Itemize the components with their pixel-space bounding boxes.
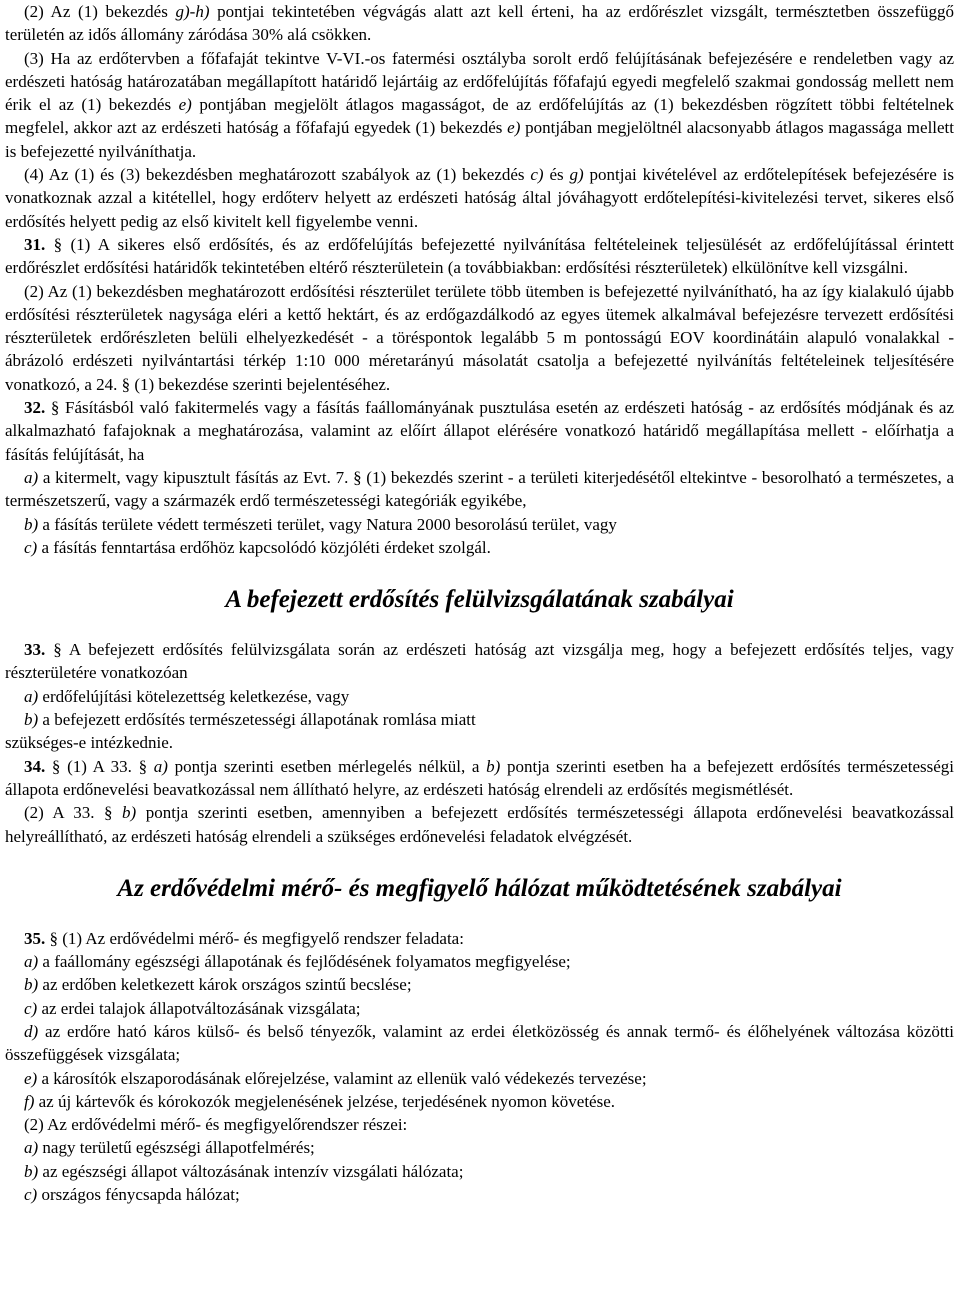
point-ref: g)	[569, 165, 584, 185]
point-ref: e)	[507, 118, 521, 138]
section-31-paragraph-2	[5, 280, 954, 396]
point-ref: c)	[530, 165, 544, 185]
point-ref: g)-h)	[175, 2, 210, 21]
point-label: a)	[24, 952, 39, 972]
text: pontjai kivételével az erdőtelepítések befejezésére is vonatkoznak azzal a kitétellel, hogy erdőterv helyett az erdészeti hatóság által jóváhagyott erdőtelepítési-kivitelezési tervet, sikeres első erdősítés helyett pedig az első kivitelt kell figyelembe venni.	[5, 165, 954, 231]
section-32-point-a	[5, 466, 954, 513]
text: az egészségi állapot változásának intenzív vizsgálati hálózata;	[38, 1161, 464, 1181]
text: pontjában megjelölt átlagos magasságot, de az erdőfelújítás az (1) bekezdésben rögzített többi feltételnek megfelel, akkor azt az erdészeti hatóság a főfafajú egyedek (1) bekezdés	[5, 95, 954, 138]
section-35-point-f	[5, 1090, 954, 1113]
section-33-end: szükséges-e intézkednie.	[5, 733, 174, 753]
point-label: e)	[24, 1068, 38, 1088]
text: § (1) A 33. §	[45, 756, 154, 776]
text: a faállomány egészségi állapotának és fejlődésének folyamatos megfigyelése;	[38, 952, 571, 972]
text: pontja szerinti esetben, amennyiben a befejezett erdősítés természetességi állapota erdőnevelési beavatkozással helyreállítható, az erdészeti hatóság elrendeli a szükséges erdőnevelési feladatok elvégzését.	[5, 803, 954, 846]
text: az új kártevők és kórokozók megjelenésének jelzése, terjedésének nyomon követése.	[34, 1091, 615, 1111]
section-35-2-point-a	[5, 1136, 954, 1159]
paragraph-3	[5, 47, 954, 163]
text: § A befejezett erdősítés felülvizsgálata során az erdészeti hatóság azt vizsgálja meg, hogy a befejezett erdősítés teljes, vagy részterületére vonatkozóan	[5, 640, 954, 683]
text: (2) Az erdővédelmi mérő- és megfigyelőrendszer részei:	[24, 1115, 408, 1135]
section-31	[5, 233, 954, 280]
point-label: a)	[24, 686, 39, 706]
point-label: b)	[24, 975, 39, 995]
text: pontja szerinti esetben mérlegelés nélkül, a	[167, 756, 487, 776]
point-label: b)	[24, 710, 39, 730]
text: pontjában megjelöltnél alacsonyabb átlagos magassága mellett is befejezetté nyilváníthatja.	[5, 118, 955, 161]
point-ref: e)	[178, 95, 192, 115]
text: és	[543, 165, 570, 185]
paragraph-2	[5, 0, 954, 47]
text: a károsítók elszaporodásának előrejelzése, valamint az ellenük való védekezés tervezése;	[37, 1068, 647, 1088]
text: § (1) Az erdővédelmi mérő- és megfigyelő rendszer feladata:	[45, 928, 464, 948]
section-35-point-d	[5, 1020, 954, 1067]
point-label: a)	[24, 467, 39, 487]
point-label: c)	[24, 1185, 38, 1205]
text: § (1) A sikeres első erdősítés, és az erdőfelújítás befejezetté nyilvánítása feltételeinek teljesülését az erdőfelújítással érintett erdőrészlet erdősítési határidők tekintetében eltérő részterületein (a továbbiakban: erdősítési részterületek) elkülönítve kell vizsgálni.	[5, 234, 954, 278]
text: (4) Az (1) és (3) bekezdésben meghatározott szabályok az (1) bekezdés	[24, 165, 531, 185]
text: az erdőre ható káros külső- és belső tényezők, valamint az erdei életközösség és annak termő- és élőhelyének változása közötti összefüggések vizsgálata;	[5, 1021, 954, 1065]
text: (2) A 33. §	[24, 803, 123, 823]
text: (2) Az (1) bekezdés	[24, 2, 176, 21]
point-ref: b)	[122, 803, 137, 823]
section-35	[5, 927, 954, 950]
text: (2) Az (1) bekezdésben meghatározott erdősítési részterület területe több ütemben is befejezetté nyilvánítható, ha az így kialakuló újabb erdősítési részterületek nagysága eléri a kettő hektárt, és az erdőgazdálkodó az egyes ütemek alkalmával befejezésre tervezett erdősítési részterületek erdőrészleten belüli elhelyezkedését - a töréspontok legalább 5 m pontosságú EOV koordinátáin alapuló vonalakkal - ábrázoló erdészeti nyilvántartási térkép 1:10 000 méretarányú másolatát csatolja a befejezetté nyilvánítás feltételeinek teljesítésére vonatkozó, a 24. § (1) bekezdése szerinti bejelentéséhez.	[5, 281, 954, 394]
section-heading: Az erdővédelmi mérő- és megfigyelő hálózat működtetésének szabályai	[117, 874, 842, 902]
text: az erdőben keletkezett károk országos szintű becslése;	[38, 975, 412, 995]
section-number: 31.	[24, 234, 46, 254]
section-32	[5, 396, 954, 466]
text: a kitermelt, vagy kipusztult fásítás az Evt. 7. § (1) bekezdés szerint - a területi kiterjedésétől eltekintve - besorolható a természetes, a természetszerű, vagy a származék erdő természetességi kategóriák egyikébe,	[5, 467, 954, 511]
section-35-point-b	[5, 973, 954, 996]
point-label: c)	[24, 537, 38, 557]
point-ref: a)	[153, 756, 168, 776]
section-number: 35.	[24, 928, 46, 948]
section-32-point-c	[5, 536, 954, 559]
section-34	[5, 755, 954, 802]
point-label: b)	[24, 1161, 39, 1181]
point-label: d)	[24, 1021, 39, 1041]
section-33-point-a	[5, 685, 954, 708]
section-number: 32.	[24, 398, 46, 418]
text: pontja szerinti esetben ha a befejezett erdősítés természetességi állapota erdőnevelési beavatkozással nem állítható helyre, az erdészeti hatóság elrendeli az erdősítés megismétlését.	[5, 756, 954, 799]
section-33	[5, 638, 954, 685]
section-number: 33.	[24, 640, 46, 660]
section-35-point-c	[5, 997, 954, 1020]
point-label: c)	[24, 998, 38, 1018]
text: az erdei talajok állapotváltozásának vizsgálata;	[37, 998, 361, 1018]
text: a fásítás területe védett természeti terület, vagy Natura 2000 besorolású terület, vagy	[38, 514, 617, 534]
text: a fásítás fenntartása erdőhöz kapcsolódó közjóléti érdeket szolgál.	[37, 537, 491, 557]
point-label: f)	[24, 1091, 35, 1111]
point-ref: b)	[486, 756, 501, 776]
section-heading: A befejezett erdősítés felülvizsgálatának szabályai	[225, 586, 734, 614]
section-32-point-b	[5, 513, 954, 536]
section-35-paragraph-2	[5, 1113, 954, 1136]
text: § Fásításból való fakitermelés vagy a fásítás faállományának pusztulása esetén az erdészeti hatóság - az erdősítés módjának és az alkalmazható fafajoknak a meghatározása, valamint az előírt állapot elérésére vonatkozó határidő megállapítása mellett - előírhatja a fásítás felújítását, ha	[5, 398, 954, 464]
paragraph-4	[5, 163, 954, 233]
text: nagy területű egészségi állapotfelmérés;	[38, 1138, 315, 1158]
section-35-2-point-c	[5, 1183, 954, 1206]
text: a befejezett erdősítés természetességi állapotának romlása miatt	[38, 710, 476, 730]
section-34-paragraph-2	[5, 801, 954, 848]
text: országos fénycsapda hálózat;	[37, 1185, 240, 1205]
section-number: 34.	[24, 756, 46, 776]
text: erdőfelújítási kötelezettség keletkezése, vagy	[38, 686, 350, 706]
section-35-2-point-b	[5, 1160, 954, 1183]
point-label: a)	[24, 1138, 39, 1158]
section-35-point-e	[5, 1067, 954, 1090]
section-33-point-b	[5, 708, 954, 731]
text: pontjai tekintetében végvágás alatt azt kell érteni, ha az erdőrészlet vizsgált, természtetben összefüggő területén az idős állomány záródása 30% alá csökken.	[5, 2, 954, 45]
point-label: b)	[24, 514, 39, 534]
section-35-point-a	[5, 950, 954, 973]
text: (3) Ha az erdőtervben a főfafaját tekintve V-VI.-os fatermési osztályba sorolt erdő felújításának befejezésére e rendeletben vagy az erdészeti hatóság határozatában megállapított határidő lejártáig az erdőfelújítás főfafajú egyedi megfelelő szakmai gondosság mellett nem érik el az (1) bekezdés	[5, 48, 954, 115]
